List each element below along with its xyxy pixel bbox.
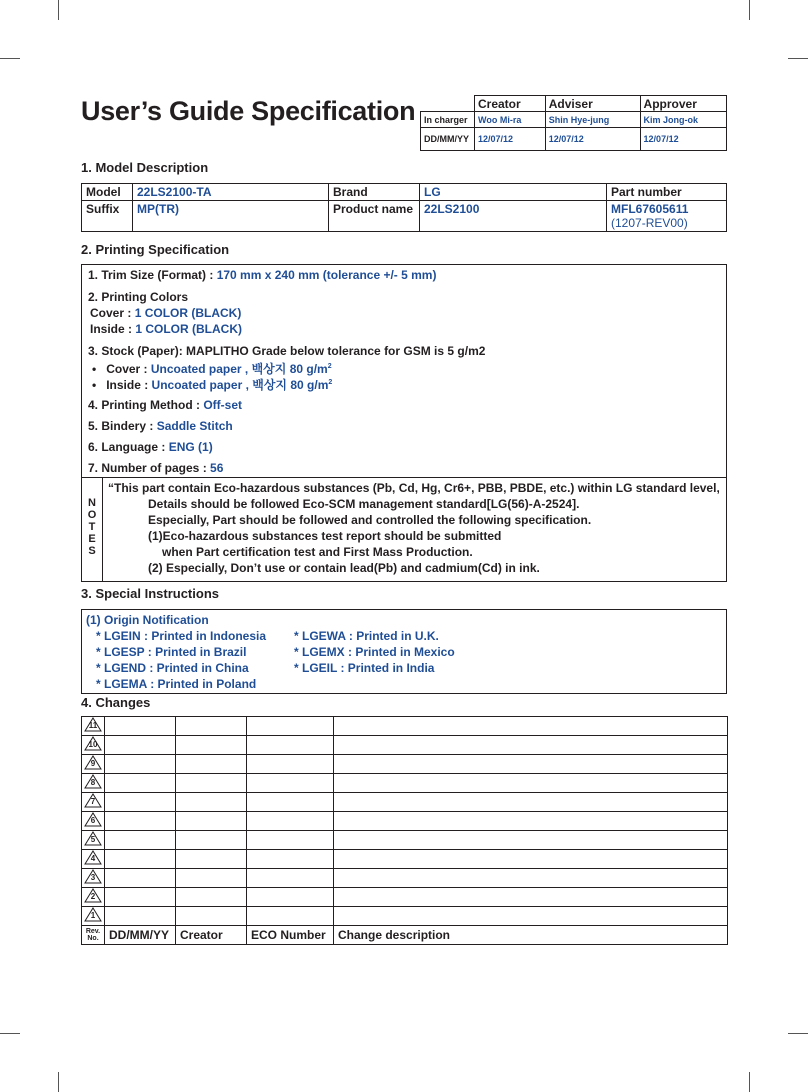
change-cell <box>334 793 728 812</box>
revision-number: 9 <box>90 759 96 768</box>
approver-date: 12/07/12 <box>640 128 726 151</box>
trim-value: 170 mm x 240 mm (tolerance +/- 5 mm) <box>216 268 437 282</box>
change-description-header: Change description <box>334 926 728 945</box>
origin-item: * LGEMA : Printed in Poland <box>96 677 257 691</box>
change-cell <box>105 774 176 793</box>
language-label: 6. Language : <box>88 440 169 454</box>
crop-mark <box>788 58 808 59</box>
change-cell <box>105 907 176 926</box>
suffix-value: MP(TR) <box>133 201 329 232</box>
revision-triangle-icon <box>84 888 102 903</box>
revision-number: 6 <box>90 816 96 825</box>
change-cell <box>334 812 728 831</box>
colors-label: 2. Printing Colors <box>88 290 189 304</box>
change-cell <box>105 736 176 755</box>
trim-label: 1. Trim Size (Format) : <box>88 268 217 282</box>
notes-line: (1)Eco-hazardous substances test report should be submitted <box>148 529 502 543</box>
part-value-cell <box>607 201 727 232</box>
stock-inside-value: Uncoated paper , 백상지 80 g/m <box>151 378 329 392</box>
approver-name: Kim Jong-ok <box>640 112 726 128</box>
part-revision: (1207-REV00) <box>611 216 688 230</box>
revision-triangle-icon <box>84 793 102 808</box>
revision-number: 5 <box>90 835 96 844</box>
change-cell <box>247 831 334 850</box>
revision-triangle-icon <box>84 717 102 732</box>
change-cell <box>176 812 247 831</box>
change-cell <box>247 774 334 793</box>
revision-number: 2 <box>90 892 96 901</box>
creator-header: Creator <box>176 926 247 945</box>
pages-value: 56 <box>210 461 224 475</box>
change-row <box>82 774 728 793</box>
notes-side-label <box>82 478 103 581</box>
revision-triangle-icon <box>84 774 102 789</box>
rev-no-header <box>82 926 105 945</box>
change-cell <box>105 755 176 774</box>
rev-label: No. <box>87 935 99 942</box>
change-row <box>82 736 728 755</box>
stock-cover: • Cover : Uncoated paper , 백상지 80 $g/m^2$ <box>92 362 332 376</box>
change-cell <box>334 717 728 736</box>
suffix-label: Suffix <box>82 201 133 232</box>
page-count <box>88 461 223 475</box>
change-cell <box>247 736 334 755</box>
rev-label: Rev. <box>85 928 101 935</box>
pages-label: 7. Number of pages : <box>88 461 211 475</box>
change-cell <box>176 831 247 850</box>
inside-colors <box>90 322 242 336</box>
date-header: DD/MM/YY <box>105 926 176 945</box>
change-cell <box>334 755 728 774</box>
revision-number: 3 <box>90 873 96 882</box>
notes-divider <box>82 477 726 478</box>
section-heading-printing: 2. Printing Specification <box>81 242 230 257</box>
revision-number: 4 <box>90 854 96 863</box>
change-cell <box>334 736 728 755</box>
eco-number-header: ECO Number <box>247 926 334 945</box>
section-heading-model: 1. Model Description <box>81 160 209 175</box>
changes-header-row <box>82 926 728 945</box>
revision-number: 1 <box>90 911 96 920</box>
approver-header: Approver <box>640 96 726 112</box>
notes-letter: T <box>88 521 96 533</box>
part-label: Part number <box>607 184 727 201</box>
change-cell <box>176 736 247 755</box>
change-row <box>82 869 728 888</box>
notes-letter: S <box>88 545 96 557</box>
change-cell <box>334 869 728 888</box>
notes-line: Details should be followed Eco-SCM management standard[LG(56)-A-2524]. <box>148 497 580 511</box>
origin-item: * LGEMX : Printed in Mexico <box>294 645 455 659</box>
change-row <box>82 793 728 812</box>
change-cell <box>105 831 176 850</box>
revision-number: 11 <box>88 721 98 730</box>
revision-triangle-icon <box>84 869 102 884</box>
crop-mark <box>0 58 20 59</box>
part-value: MFL67605611 <box>611 202 689 216</box>
bindery-label: 5. Bindery : <box>88 419 157 433</box>
revision-triangle-icon <box>84 755 102 770</box>
change-row <box>82 888 728 907</box>
change-cell <box>105 869 176 888</box>
stock-inside: • Inside : Uncoated paper , 백상지 80 $g/m^2$ <box>92 378 333 392</box>
creator-name: Woo Mi-ra <box>475 112 546 128</box>
creator-header: Creator <box>475 96 546 112</box>
product-label: Product name <box>329 201 420 232</box>
notes-line: “This part contain Eco-hazardous substances (Pb, Cd, Hg, Cr6+, PBB, PBDE, etc.) within LG standard level, <box>108 481 720 495</box>
section-heading-special: 3. Special Instructions <box>81 586 219 601</box>
change-cell <box>105 717 176 736</box>
change-cell <box>247 850 334 869</box>
rev-cell <box>82 831 105 850</box>
adviser-header: Adviser <box>545 96 640 112</box>
crop-mark <box>0 1033 20 1034</box>
origin-item: * LGEND : Printed in China <box>96 661 249 675</box>
trim-size <box>88 268 436 282</box>
date-label: DD/MM/YY <box>421 128 475 151</box>
stock-cover-value: Uncoated paper , 백상지 80 g/m <box>150 362 328 376</box>
page-title: User’s Guide Specification <box>81 96 416 126</box>
inside-label: Inside : <box>90 322 136 336</box>
change-cell <box>247 869 334 888</box>
rev-cell <box>82 850 105 869</box>
change-cell <box>105 793 176 812</box>
language <box>88 440 213 454</box>
notes-line: Especially, Part should be followed and controlled the following specification. <box>148 513 592 527</box>
notes-line: (2) Especially, Don’t use or contain lead(Pb) and cadmium(Cd) in ink. <box>148 561 540 575</box>
bindery <box>88 419 233 433</box>
change-cell <box>176 717 247 736</box>
rev-cell <box>82 907 105 926</box>
brand-label: Brand <box>329 184 420 201</box>
creator-date: 12/07/12 <box>475 128 546 151</box>
origin-item: * LGEIN : Printed in Indonesia <box>96 629 267 643</box>
revision-triangle-icon <box>84 831 102 846</box>
rev-cell <box>82 717 105 736</box>
special-instructions-box <box>81 609 727 694</box>
origin-item: * LGEWA : Printed in U.K. <box>294 629 439 643</box>
change-row <box>82 717 728 736</box>
printing-method <box>88 398 242 412</box>
adviser-name: Shin Hye-jung <box>545 112 640 128</box>
change-cell <box>334 888 728 907</box>
cover-value: 1 COLOR (BLACK) <box>134 306 242 320</box>
rev-cell <box>82 869 105 888</box>
rev-cell <box>82 793 105 812</box>
change-cell <box>105 888 176 907</box>
revision-number: 10 <box>88 740 98 749</box>
superscript: 2 <box>328 379 333 386</box>
crop-mark <box>788 1033 808 1034</box>
cover-label: Cover : <box>90 306 135 320</box>
origin-item: * LGEIL : Printed in India <box>294 661 435 675</box>
change-row <box>82 831 728 850</box>
change-cell <box>105 812 176 831</box>
change-cell <box>176 888 247 907</box>
in-charger-label: In charger <box>421 112 475 128</box>
product-value: 22LS2100 <box>420 201 607 232</box>
revision-triangle-icon <box>84 736 102 751</box>
change-cell <box>334 907 728 926</box>
change-cell <box>247 755 334 774</box>
notes-letter: O <box>87 509 97 521</box>
crop-mark <box>58 1072 59 1092</box>
rev-cell <box>82 888 105 907</box>
inside-value: 1 COLOR (BLACK) <box>135 322 243 336</box>
model-value: 22LS2100-TA <box>133 184 329 201</box>
change-cell <box>176 869 247 888</box>
superscript: 2 <box>327 363 332 370</box>
adviser-date: 12/07/12 <box>545 128 640 151</box>
origin-item: * LGESP : Printed in Brazil <box>96 645 247 659</box>
crop-mark <box>749 1072 750 1092</box>
crop-mark <box>749 0 750 20</box>
rev-cell <box>82 774 105 793</box>
method-value: Off-set <box>203 398 242 412</box>
change-cell <box>247 793 334 812</box>
origin-title: (1) Origin Notification <box>86 613 209 627</box>
rev-cell <box>82 755 105 774</box>
stock-label: 3. Stock (Paper): MAPLITHO Grade below tolerance for GSM is 5 g/m2 <box>88 344 486 358</box>
change-cell <box>334 850 728 869</box>
changes-table <box>81 716 728 945</box>
model-table <box>81 183 727 232</box>
change-cell <box>247 717 334 736</box>
revision-triangle-icon <box>84 850 102 865</box>
notes-letter: N <box>88 497 96 509</box>
change-cell <box>176 774 247 793</box>
approval-table <box>420 95 727 151</box>
change-cell <box>176 755 247 774</box>
revision-number: 7 <box>90 797 96 806</box>
printing-spec-box <box>81 264 727 582</box>
change-cell <box>176 793 247 812</box>
change-cell <box>334 831 728 850</box>
change-cell <box>105 850 176 869</box>
change-row <box>82 907 728 926</box>
change-row <box>82 850 728 869</box>
change-cell <box>247 812 334 831</box>
cover-colors <box>90 306 241 320</box>
change-row <box>82 755 728 774</box>
rev-cell <box>82 812 105 831</box>
notes-letter: E <box>88 533 96 545</box>
model-label: Model <box>82 184 133 201</box>
change-cell <box>247 888 334 907</box>
language-value: ENG (1) <box>168 440 213 454</box>
notes-line: when Part certification test and First Mass Production. <box>162 545 473 559</box>
change-cell <box>176 850 247 869</box>
stock-inside-label: Inside : <box>106 378 152 392</box>
revision-triangle-icon <box>84 812 102 827</box>
revision-triangle-icon <box>84 907 102 922</box>
change-cell <box>334 774 728 793</box>
change-cell <box>176 907 247 926</box>
crop-mark <box>58 0 59 20</box>
section-heading-changes: 4. Changes <box>81 695 151 710</box>
method-label: 4. Printing Method : <box>88 398 204 412</box>
brand-value: LG <box>420 184 607 201</box>
rev-cell <box>82 736 105 755</box>
change-row <box>82 812 728 831</box>
revision-number: 8 <box>90 778 96 787</box>
change-cell <box>247 907 334 926</box>
bindery-value: Saddle Stitch <box>156 419 233 433</box>
stock-cover-label: Cover : <box>106 362 151 376</box>
